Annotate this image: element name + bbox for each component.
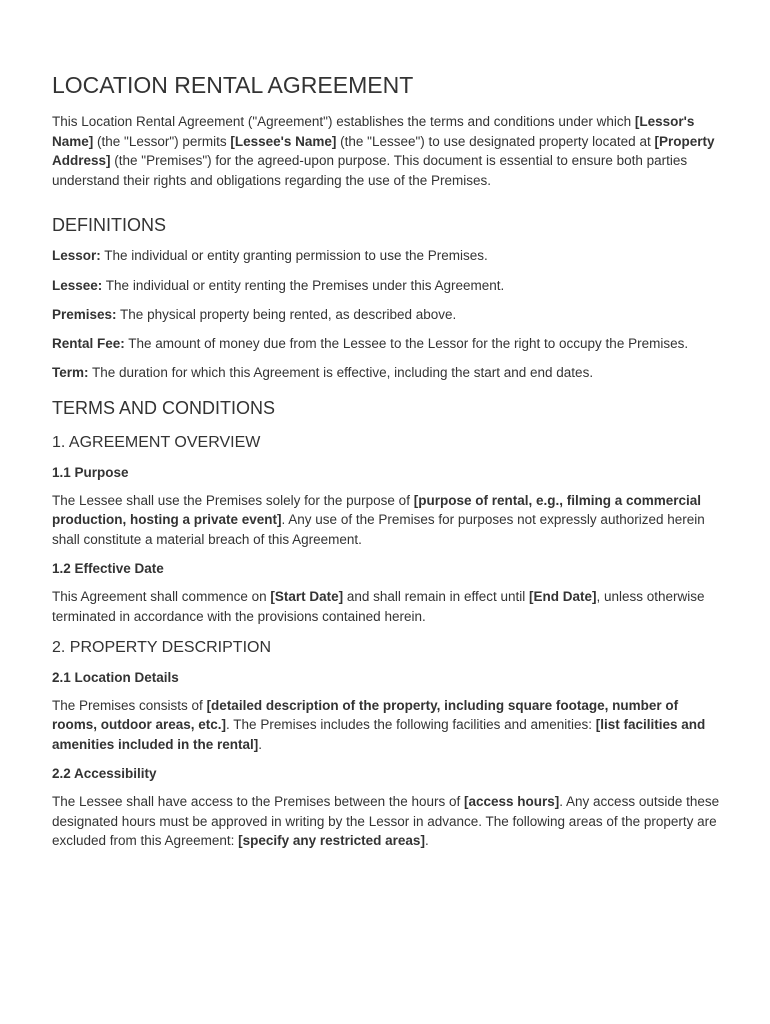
definition-term: Lessee: — [52, 277, 103, 293]
definition-text: The amount of money due from the Lessee to the Lessor for the right to occupy the Premises. — [124, 335, 689, 351]
subsection-1-1-heading: 1.1 Purpose — [52, 464, 129, 480]
intro-text: (the "Lessor") permits — [93, 133, 231, 149]
effective-date-paragraph — [52, 587, 722, 626]
definition-item — [52, 334, 722, 354]
intro-text: (the "Lessee") to use designated property located at — [336, 133, 655, 149]
definition-text: The physical property being rented, as described above. — [116, 306, 457, 322]
definition-text: The individual or entity granting permission to use the Premises. — [100, 248, 488, 264]
terms-heading: TERMS AND CONDITIONS — [52, 397, 276, 418]
amenities-placeholder: [list facilities and amenities included in the rental] — [52, 717, 706, 753]
definitions-heading: DEFINITIONS — [52, 215, 167, 236]
property-address-placeholder: [Property Address] — [52, 133, 715, 169]
paragraph-text: The Lessee shall use the Premises solely for the purpose of — [52, 492, 414, 508]
subsection-1-2-heading: 1.2 Effective Date — [52, 561, 164, 577]
restricted-areas-placeholder: [specify any restricted areas] — [238, 833, 425, 849]
paragraph-text: and shall remain in effect until — [343, 589, 529, 605]
section-2-heading: 2. PROPERTY DESCRIPTION — [52, 638, 272, 656]
paragraph-text: . The Premises includes the following facilities and amenities: — [226, 717, 596, 733]
document-title: LOCATION RENTAL AGREEMENT — [52, 72, 414, 98]
start-date-placeholder: [Start Date] — [270, 589, 344, 605]
subsection-2-2-heading: 2.2 Accessibility — [52, 766, 157, 782]
definition-text: The individual or entity renting the Premises under this Agreement. — [102, 277, 505, 293]
paragraph-text: The Premises consists of — [52, 697, 207, 713]
paragraph-text: . — [424, 833, 429, 849]
lessor-name-placeholder: [Lessor's Name] — [52, 114, 695, 149]
section-1-heading: 1. AGREEMENT OVERVIEW — [52, 433, 261, 451]
location-details-paragraph — [52, 696, 722, 755]
intro-paragraph — [52, 112, 722, 190]
intro-text: (the "Premises") for the agreed-upon purpose. This document is essential to ensure both parties understand their rights and obligations regarding the use of the Premises. — [52, 153, 688, 188]
lessee-name-placeholder: [Lessee's Name] — [230, 133, 337, 149]
definition-text: The duration for which this Agreement is effective, including the start and end dates. — [88, 365, 594, 381]
end-date-placeholder: [End Date] — [528, 589, 597, 605]
definition-term: Rental Fee: — [52, 335, 125, 351]
paragraph-text: This Agreement shall commence on — [52, 589, 271, 605]
definition-item — [52, 246, 722, 266]
purpose-paragraph — [52, 491, 722, 550]
definition-item — [52, 276, 722, 296]
definition-term: Term: — [52, 365, 89, 381]
paragraph-text: . Any use of the Premises for purposes not expressly authorized herein shall constitute a material breach of this Agreement. — [52, 512, 705, 547]
purpose-placeholder: [purpose of rental, e.g., filming a commercial production, hosting a private event] — [52, 492, 702, 528]
definition-item — [52, 305, 722, 325]
paragraph-text: . — [258, 737, 263, 753]
definition-term: Lessor: — [52, 248, 101, 264]
access-hours-placeholder: [access hours] — [463, 794, 560, 810]
definition-item — [52, 363, 722, 383]
definition-term: Premises: — [52, 306, 117, 322]
paragraph-text: . Any access outside these designated hours must be approved in writing by the Lessor in advance. The following areas of the property are excluded from this Agreement: — [52, 794, 720, 849]
intro-text: This Location Rental Agreement ("Agreement") establishes the terms and conditions under which — [52, 114, 635, 129]
accessibility-paragraph — [52, 792, 722, 851]
paragraph-text: The Lessee shall have access to the Premises between the hours of — [52, 794, 464, 810]
subsection-2-1-heading: 2.1 Location Details — [52, 669, 179, 685]
property-description-placeholder: [detailed description of the property, including square footage, number of rooms, outdoor areas, etc.] — [52, 697, 679, 733]
paragraph-text: , unless otherwise terminated in accordance with the provisions contained herein. — [52, 589, 705, 624]
